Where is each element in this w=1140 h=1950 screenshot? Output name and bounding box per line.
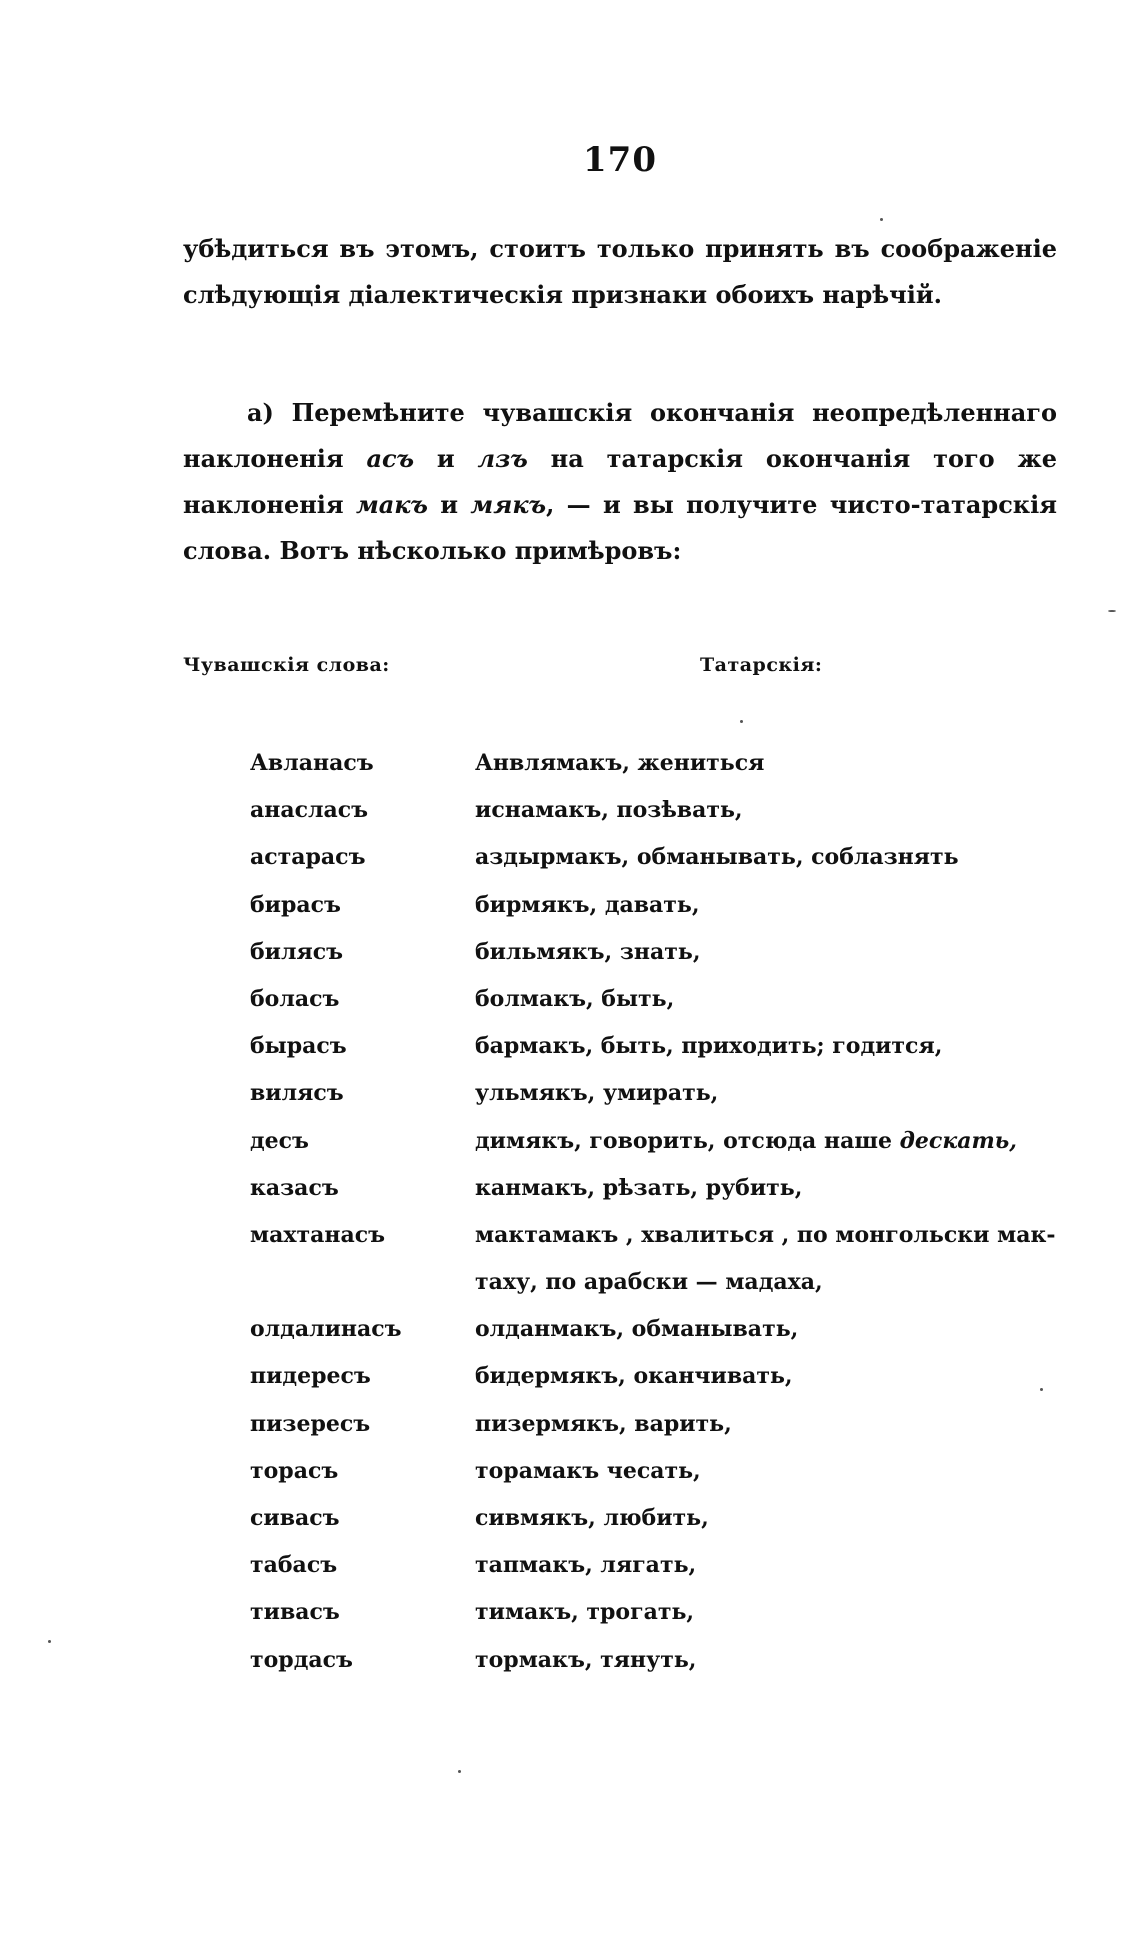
tatar-translation: ульмякъ, умирать, (475, 1080, 719, 1107)
word-row (250, 834, 1070, 881)
tatar-translation-text: димякъ, говорить, отсюда наше (475, 1127, 900, 1154)
word-row (250, 1637, 1070, 1684)
chuvash-word: торасъ (250, 1457, 339, 1484)
word-row (250, 740, 1070, 787)
tatar-translation: тимакъ, трогать, (475, 1599, 695, 1626)
word-row (250, 787, 1070, 834)
word-row (250, 1448, 1070, 1495)
chuvash-word: вилясъ (250, 1080, 344, 1107)
chuvash-word: казасъ (250, 1174, 339, 1201)
word-row (250, 1259, 1070, 1306)
word-row (250, 1401, 1070, 1448)
paragraph-text: , — и вы получите чисто-татарскія слова. Вотъ нѣсколько примѣровъ: (183, 490, 1057, 565)
paragraph-instruction (183, 390, 1057, 574)
suffix-term: асъ (366, 444, 415, 473)
scan-speck (48, 1640, 51, 1643)
suffix-term: лзъ (477, 444, 528, 473)
tatar-translation-emphasis: дескать, (899, 1127, 1017, 1154)
chuvash-word: боласъ (250, 985, 340, 1012)
tatar-translation: торамакъ чесать, (475, 1457, 701, 1484)
chuvash-word: бирасъ (250, 891, 341, 918)
suffix-term: мякъ (470, 490, 547, 519)
chuvash-word: билясъ (250, 938, 344, 965)
word-row (250, 1070, 1070, 1117)
tatar-translation: бирмякъ, давать, (475, 891, 700, 918)
word-row (250, 882, 1070, 929)
scan-speck (1040, 1388, 1043, 1391)
paragraph-intro: убѣдиться въ этомъ, стоитъ только принять въ соображеніе слѣдующія діалектическія признаки обоихъ нарѣчій. (183, 234, 1057, 309)
word-row (250, 1495, 1070, 1542)
word-row (250, 1165, 1070, 1212)
tatar-translation: сивмякъ, любить, (475, 1505, 709, 1531)
chuvash-word: бырасъ (250, 1033, 347, 1060)
tatar-translation (475, 1118, 1017, 1165)
tatar-translation: болмакъ, быть, (475, 985, 675, 1012)
column-header-tatar: Татарскія: (700, 654, 823, 676)
paragraph-text: и (436, 444, 455, 473)
chuvash-word: десъ (250, 1127, 309, 1154)
word-row (250, 1542, 1070, 1589)
word-row (250, 1023, 1070, 1070)
tatar-translation: таху, по арабски — мадаха, (475, 1269, 823, 1296)
tatar-translation: пизермякъ, варить, (475, 1410, 732, 1437)
scan-speck (458, 1770, 461, 1773)
paragraph-text: на татарскія окончанія того же наклоненія (183, 444, 1057, 519)
chuvash-word: пизересъ (250, 1410, 371, 1437)
scan-speck (740, 720, 743, 723)
word-row (250, 1212, 1070, 1259)
tatar-translation: Анвлямакъ, жениться (475, 750, 765, 776)
tatar-translation: аздырмакъ, обманывать, соблазнять (475, 844, 959, 871)
word-row (250, 929, 1070, 976)
tatar-translation: бильмякъ, знать, (475, 938, 701, 965)
word-list (250, 740, 1070, 1684)
tatar-translation: олданмакъ, обманывать, (475, 1316, 799, 1343)
column-header-chuvash: Чувашскія слова: (183, 654, 390, 676)
tatar-translation: канмакъ, рѣзать, рубить, (475, 1174, 803, 1201)
chuvash-word: олдалинасъ (250, 1316, 402, 1343)
word-row (250, 1118, 1070, 1165)
word-row (250, 976, 1070, 1023)
tatar-translation: иснамакъ, позѣвать, (475, 797, 743, 824)
chuvash-word: табасъ (250, 1552, 338, 1579)
chuvash-word: астарасъ (250, 844, 366, 871)
chuvash-word: махтанасъ (250, 1221, 385, 1248)
chuvash-word: пидересъ (250, 1363, 371, 1390)
page-number: 170 (583, 140, 657, 180)
chuvash-word: сивасъ (250, 1505, 340, 1531)
chuvash-word: тивасъ (250, 1599, 340, 1626)
tatar-translation: тормакъ, тянуть, (475, 1646, 697, 1673)
scan-speck (1108, 610, 1116, 612)
tatar-translation: бармакъ, быть, приходить; годится, (475, 1033, 943, 1060)
word-row (250, 1589, 1070, 1636)
chuvash-word: Авланасъ (250, 750, 374, 776)
paragraph-text: а) Перемѣните чувашскія окончанія неопредѣленнаго наклоненія (183, 398, 1057, 473)
tatar-translation: тапмакъ, лягать, (475, 1552, 697, 1579)
paragraph-text: и (440, 490, 459, 519)
chuvash-word: анасласъ (250, 797, 369, 824)
scan-speck (880, 218, 883, 221)
chuvash-word: тордасъ (250, 1646, 353, 1673)
word-row (250, 1353, 1070, 1400)
word-row (250, 1306, 1070, 1353)
tatar-translation: бидермякъ, оканчивать, (475, 1363, 793, 1390)
tatar-translation: мактамакъ , хвалиться , по монгольски мак- (475, 1221, 1056, 1248)
suffix-term: макъ (355, 490, 428, 519)
